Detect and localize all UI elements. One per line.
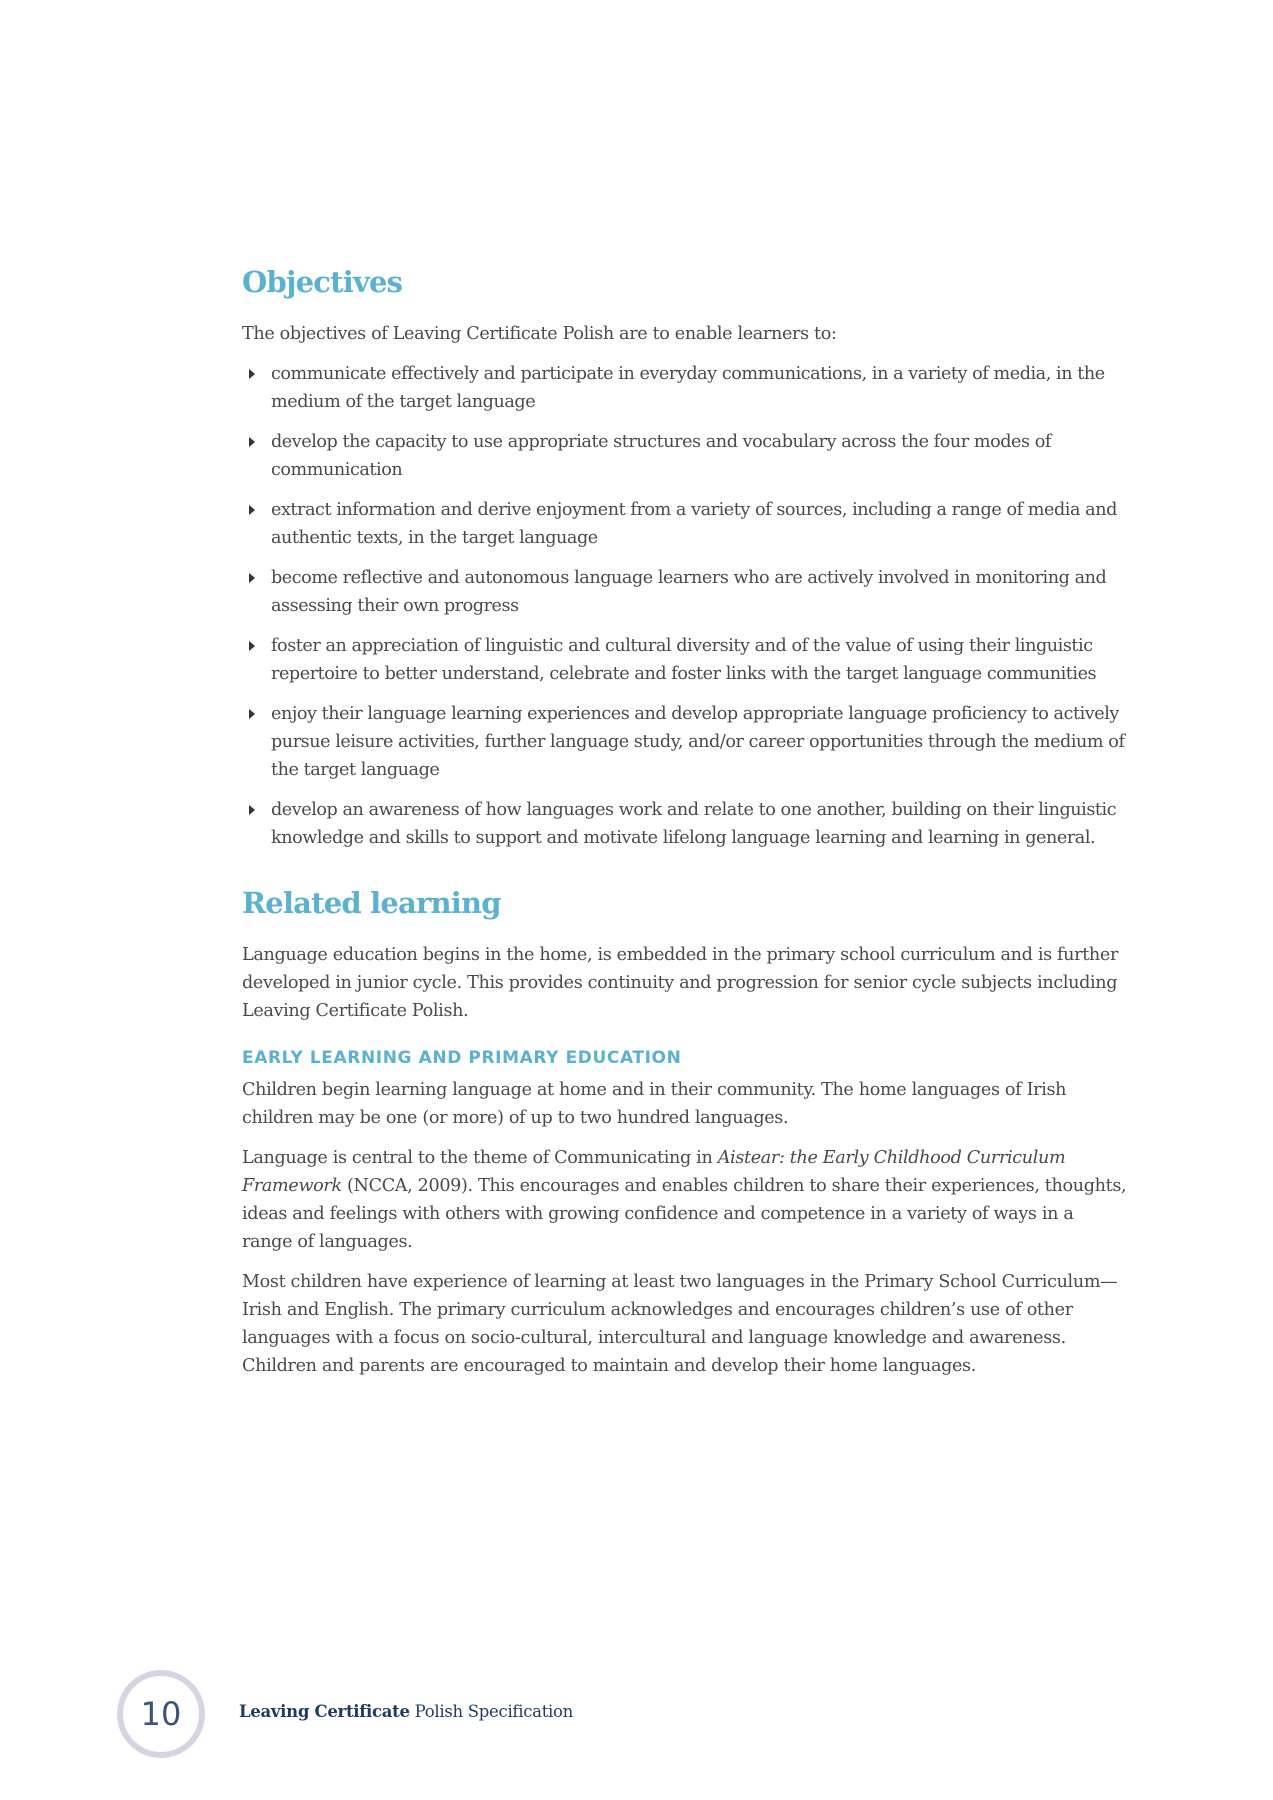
list-item-text: communicate effectively and participate in everyday communications, in a variety of media, in the medium of the target language <box>271 363 1105 412</box>
list-item <box>242 360 1127 416</box>
list-item-text: enjoy their language learning experiences and develop appropriate language proficiency to actively pursue leisure activities, further language study, and/or career opportunities through the medium of the target language <box>271 703 1125 780</box>
early-learning-paragraph-3: Most children have experience of learning at least two languages in the Primary School Curriculum—Irish and English. The primary curriculum acknowledges and encourages children’s use of other languages with a focus on socio-cultural, intercultural and language knowledge and awareness. Children and parents are encouraged to maintain and develop their home languages. <box>242 1271 1118 1376</box>
related-learning-heading: Related learning <box>242 885 501 920</box>
aistear-title: Aistear: the Early Childhood Curriculum Framework <box>242 1147 1066 1196</box>
list-item-text: develop an awareness of how languages work and relate to one another, building on their linguistic knowledge and skills to support and motivate lifelong language learning and learning in general. <box>271 799 1117 848</box>
footer-document-title <box>239 1702 573 1721</box>
list-item <box>242 496 1127 552</box>
objectives-intro: The objectives of Leaving Certificate Polish are to enable learners to: <box>242 323 837 344</box>
list-item <box>242 700 1127 784</box>
bullet-arrow-icon <box>249 369 255 379</box>
list-item-text: foster an appreciation of linguistic and cultural diversity and of the value of using their linguistic repertoire to better understand, celebrate and foster links with the target language communities <box>271 635 1097 684</box>
related-learning-intro: Language education begins in the home, is embedded in the primary school curriculum and is further developed in junior cycle. This provides continuity and progression for senior cycle subjects including Leaving Certificate Polish. <box>242 944 1119 1021</box>
page-content <box>242 265 1127 1392</box>
bullet-arrow-icon <box>249 437 255 447</box>
page-number-badge <box>117 1670 205 1758</box>
objectives-heading: Objectives <box>242 265 403 299</box>
bullet-arrow-icon <box>249 641 255 651</box>
early-learning-subheading: EARLY LEARNING AND PRIMARY EDUCATION <box>242 1047 682 1068</box>
paragraph-text: Language is central to the theme of Communicating in <box>242 1147 718 1168</box>
list-item-text: extract information and derive enjoyment from a variety of sources, including a range of media and authentic texts, in the target language <box>271 499 1117 548</box>
bullet-arrow-icon <box>249 573 255 583</box>
paragraph-text: (NCCA, 2009). This encourages and enables children to share their experiences, thoughts, ideas and feelings with others with growing confidence and competence in a variety of ways in a range of languages. <box>242 1175 1127 1252</box>
bullet-arrow-icon <box>249 805 255 815</box>
list-item <box>242 796 1127 852</box>
footer-title-rest: Polish Specification <box>409 1702 573 1721</box>
bullet-arrow-icon <box>249 709 255 719</box>
page-number: 10 <box>140 1695 182 1733</box>
list-item <box>242 632 1127 688</box>
list-item <box>242 564 1127 620</box>
list-item <box>242 428 1127 484</box>
list-item-text: become reflective and autonomous language learners who are actively involved in monitoring and assessing their own progress <box>271 567 1107 616</box>
objectives-list <box>242 360 1127 852</box>
footer-title-bold: Leaving Certificate <box>239 1702 410 1721</box>
bullet-arrow-icon <box>249 505 255 515</box>
list-item-text: develop the capacity to use appropriate structures and vocabulary across the four modes of communication <box>271 431 1051 480</box>
early-learning-paragraph-2 <box>242 1144 1127 1256</box>
early-learning-paragraph-1: Children begin learning language at home and in their community. The home languages of Irish children may be one (or more) of up to two hundred languages. <box>242 1079 1067 1128</box>
